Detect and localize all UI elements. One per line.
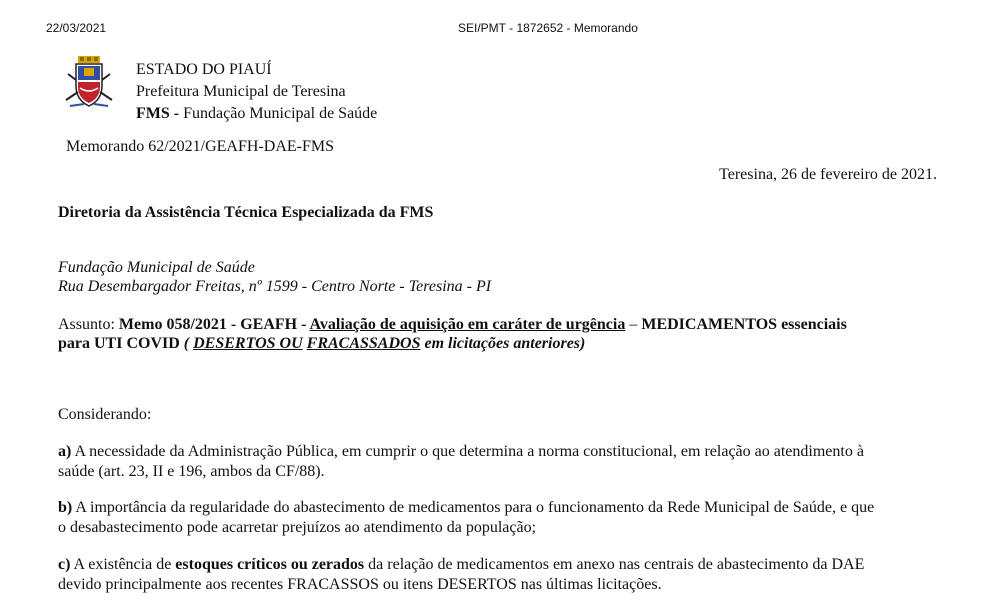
address-line1: Fundação Municipal de Saúde [58,259,255,276]
place-date: Teresina, 26 de fevereiro de 2021. [719,166,937,183]
item-b-line2: o desabastecimento pode acarretar prejuízos ao atendimento da população; [58,519,537,536]
address-line2: Rua Desembargador Freitas, nº 1599 - Centro Norte - Teresina - PI [58,278,492,295]
subject-topic: Avaliação de aquisição em caráter de urgência [309,316,626,333]
print-doc-ref: SEI/PMT - 1872652 - Memorando [458,21,638,35]
letterhead-fms: FMS - [136,105,184,122]
item-a-line2: saúde (art. 23, II e 196, ambos da CF/88). [58,463,325,480]
subject-line2: para UTI COVID ( DESERTOS OU FRACASSADOS em licitações anteriores) [58,335,586,352]
print-date: 22/03/2021 [46,21,107,35]
letterhead-prefecture: Prefeitura Municipal de Teresina [136,83,346,100]
item-c-line1: c) A existência de estoques críticos ou zerados da relação de medicamentos em anexo nas centrais de abastecimento da DAE [58,556,865,573]
considering: Considerando: [58,406,152,423]
coat-of-arms-icon [64,56,114,112]
letterhead-state: ESTADO DO PIAUÍ [136,61,272,78]
subject-line1: Assunto: Memo 058/2021 - GEAFH - Avaliação de aquisição em caráter de urgência – MEDICAMENTOS essenciais [58,316,847,333]
recipient: Diretoria da Assistência Técnica Especializada da FMS [58,204,434,221]
item-b-line1: b) A importância da regularidade do abastecimento de medicamentos para o funcionamento da Rede Municipal de Saúde, e que [58,499,875,516]
item-c-line2: devido principalmente aos recentes FRACASSOS ou itens DESERTOS nas últimas licitações. [58,576,662,593]
letterhead-foundation: FMS - Fundação Municipal de Saúde [136,105,378,122]
item-a-line1: a) A necessidade da Administração Pública, em cumprir o que determina a norma constitucional, em relação ao atendimento à [58,443,864,460]
memo-number: Memorando 62/2021/GEAFH-DAE-FMS [66,138,334,155]
